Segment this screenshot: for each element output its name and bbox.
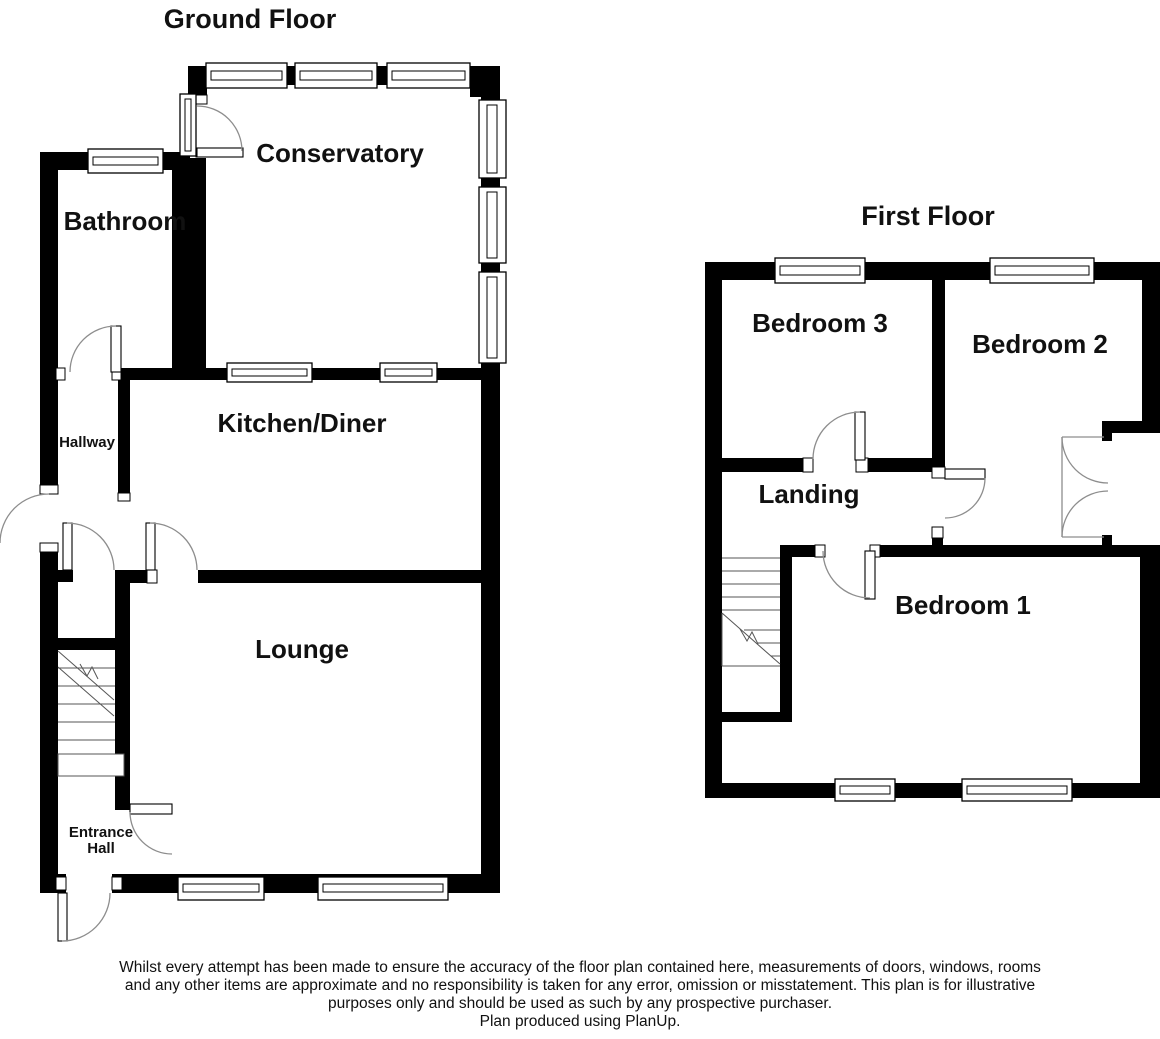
ground-floor-title: Ground Floor [163, 4, 337, 34]
disclaimer-line2: and any other items are approximate and no responsibility is taken for any error, omission or misstatement. This plan is for illustrative [124, 977, 1036, 994]
entrance-hall-lounge-door [130, 804, 172, 854]
bedroom2-window [990, 258, 1094, 283]
room-label-lounge: Lounge [255, 634, 349, 664]
room-label-bedroom2: Bedroom 2 [972, 329, 1108, 359]
room-label-conservatory: Conservatory [256, 138, 424, 168]
room-label-bathroom: Bathroom [63, 206, 187, 236]
ground-floor-staircase [58, 651, 124, 776]
disclaimer-line4: Plan produced using PlanUp. [479, 1013, 681, 1030]
hallway-side-door [0, 494, 49, 543]
room-label-hallway: Hallway [59, 434, 115, 451]
conservatory-windows [206, 63, 506, 363]
conservatory-door [180, 94, 243, 157]
kitchen-lounge-door [146, 523, 197, 570]
hallway-lobby-door [63, 523, 114, 570]
ground-floor-plan [0, 4, 506, 941]
bedroom3-door [813, 412, 865, 460]
bedroom2-closet-double-doors [1062, 437, 1108, 537]
bathroom-door [70, 326, 121, 372]
front-door-opening [66, 874, 112, 893]
room-label-kitchen-diner: Kitchen/Diner [217, 408, 387, 438]
first-floor-staircase [722, 558, 780, 666]
bedroom3-window [775, 258, 865, 283]
room-label-entrance-hall-line1: Entrance [68, 824, 134, 841]
room-label-entrance-hall-line2: Hall [87, 840, 115, 857]
room-label-bedroom3: Bedroom 3 [752, 308, 888, 338]
first-floor-title: First Floor [861, 201, 995, 231]
room-label-landing: Landing [758, 479, 860, 509]
bedroom1-door [823, 551, 875, 599]
bathroom-window [88, 149, 163, 173]
disclaimer-line1: Whilst every attempt has been made to ensure the accuracy of the floor plan contained here, measurements of doors, windows, rooms [119, 959, 1041, 976]
disclaimer-line3: purposes only and should be used as such by any prospective purchaser. [327, 995, 833, 1012]
first-floor-plan [705, 201, 1160, 801]
front-door [58, 893, 110, 941]
bedroom2-door [945, 469, 985, 518]
room-label-bedroom1: Bedroom 1 [895, 590, 1031, 620]
disclaimer [119, 959, 1041, 1030]
